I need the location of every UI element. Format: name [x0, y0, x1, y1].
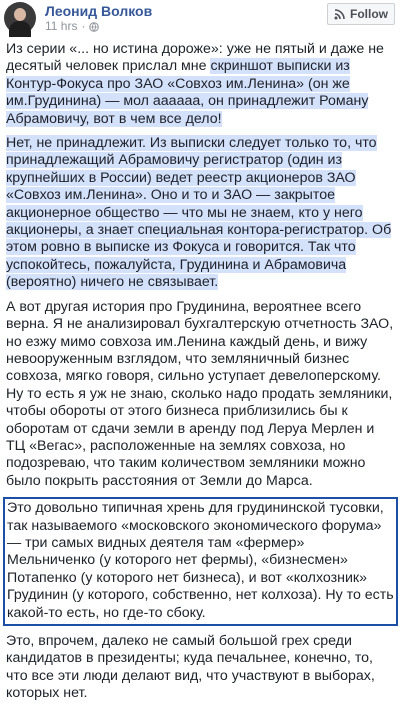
follow-label: Follow: [350, 7, 388, 21]
paragraph-5: Это, впрочем, далеко не самый большой грех среди кандидатов в президенты; куда печальнее, конечно, то, что все эти люди делают вид, что участвуют в выборах, которых нет.: [6, 633, 375, 702]
paragraph-2: [6, 135, 396, 292]
avatar-head: [14, 8, 26, 21]
paragraph-1-highlight: скриншот выписки из Контур-Фокуса про ЗАО «Совхоз им.Ленина» (он же им.Грудинина) — мол аааааа, он принадлежит Роману Абрамовичу, вот в чем все дело!: [6, 58, 369, 127]
paragraph-4-boxed: Это довольно типичная хрень для грудининской тусовки, так называемого «московского экономического форума» — три самых видных деятеля там «фермер» Мельниченко (у которого нет фермы), «бизнесмен» Потапенко (у которого нет бизнеса), и вот «колхозник» Грудинин (у которого, собственно, нет колхоза). Ну то есть какой-то есть, но где-то сбоку.: [3, 497, 398, 626]
paragraph-1: [6, 41, 396, 128]
paragraph-2-highlight: Нет, не принадлежит. Из выписки следует только то, что принадлежащий Абрамовичу регистратор (один из крупнейших в России) ведет реестр акционеров ЗАО «Совхоз им.Ленина». Оно и то и ЗАО — закрытое акционерное общество — что мы не знаем, кто у него акционеры, а знает специальная контора-регистратор. Об этом ровно в выписке из Фокуса и говорится. Так что успокойтесь, пожалуйста, Грудинина и Абрамовича (вероятно) ничего не связывает.: [6, 135, 392, 291]
post-body: [6, 41, 396, 710]
follow-button[interactable]: [327, 3, 395, 25]
post-time[interactable]: 11 hrs: [45, 19, 78, 33]
post-meta: 11 hrs ·: [45, 19, 99, 33]
avatar[interactable]: [4, 2, 36, 34]
rss-icon: [334, 8, 346, 20]
paragraph-1-text: Из серии «... но истина дороже»: уже не пятый и даже не десятый человек прислал мне: [6, 41, 384, 75]
avatar-body: [9, 21, 31, 37]
globe-icon: [89, 21, 99, 31]
post-header: [0, 0, 400, 36]
author-name[interactable]: Леонид Волков: [45, 3, 153, 19]
paragraph-3: А вот другая история про Грудинина, вероятнее всего верна. Я не анализировал бухгалтерскую отчетность ЗАО, но езжу мимо совхоза им.Ленина каждый день, и вижу невооруженным взглядом, что земляничный бизнес совхоза, мягко говоря, сильно уступает девелоперскому. Ну то есть я уж не знаю, сколько надо продать земляники, чтобы обороты от этого бизнеса приблизились бы к оборотам от сдачи земли в аренду под Леруа Мерлен и ТЦ «Вегас», расположенные на землях совхоза, но подозреваю, что таким количеством земляники можно было покрыть расстояния от Земли до Марса.: [6, 298, 394, 489]
